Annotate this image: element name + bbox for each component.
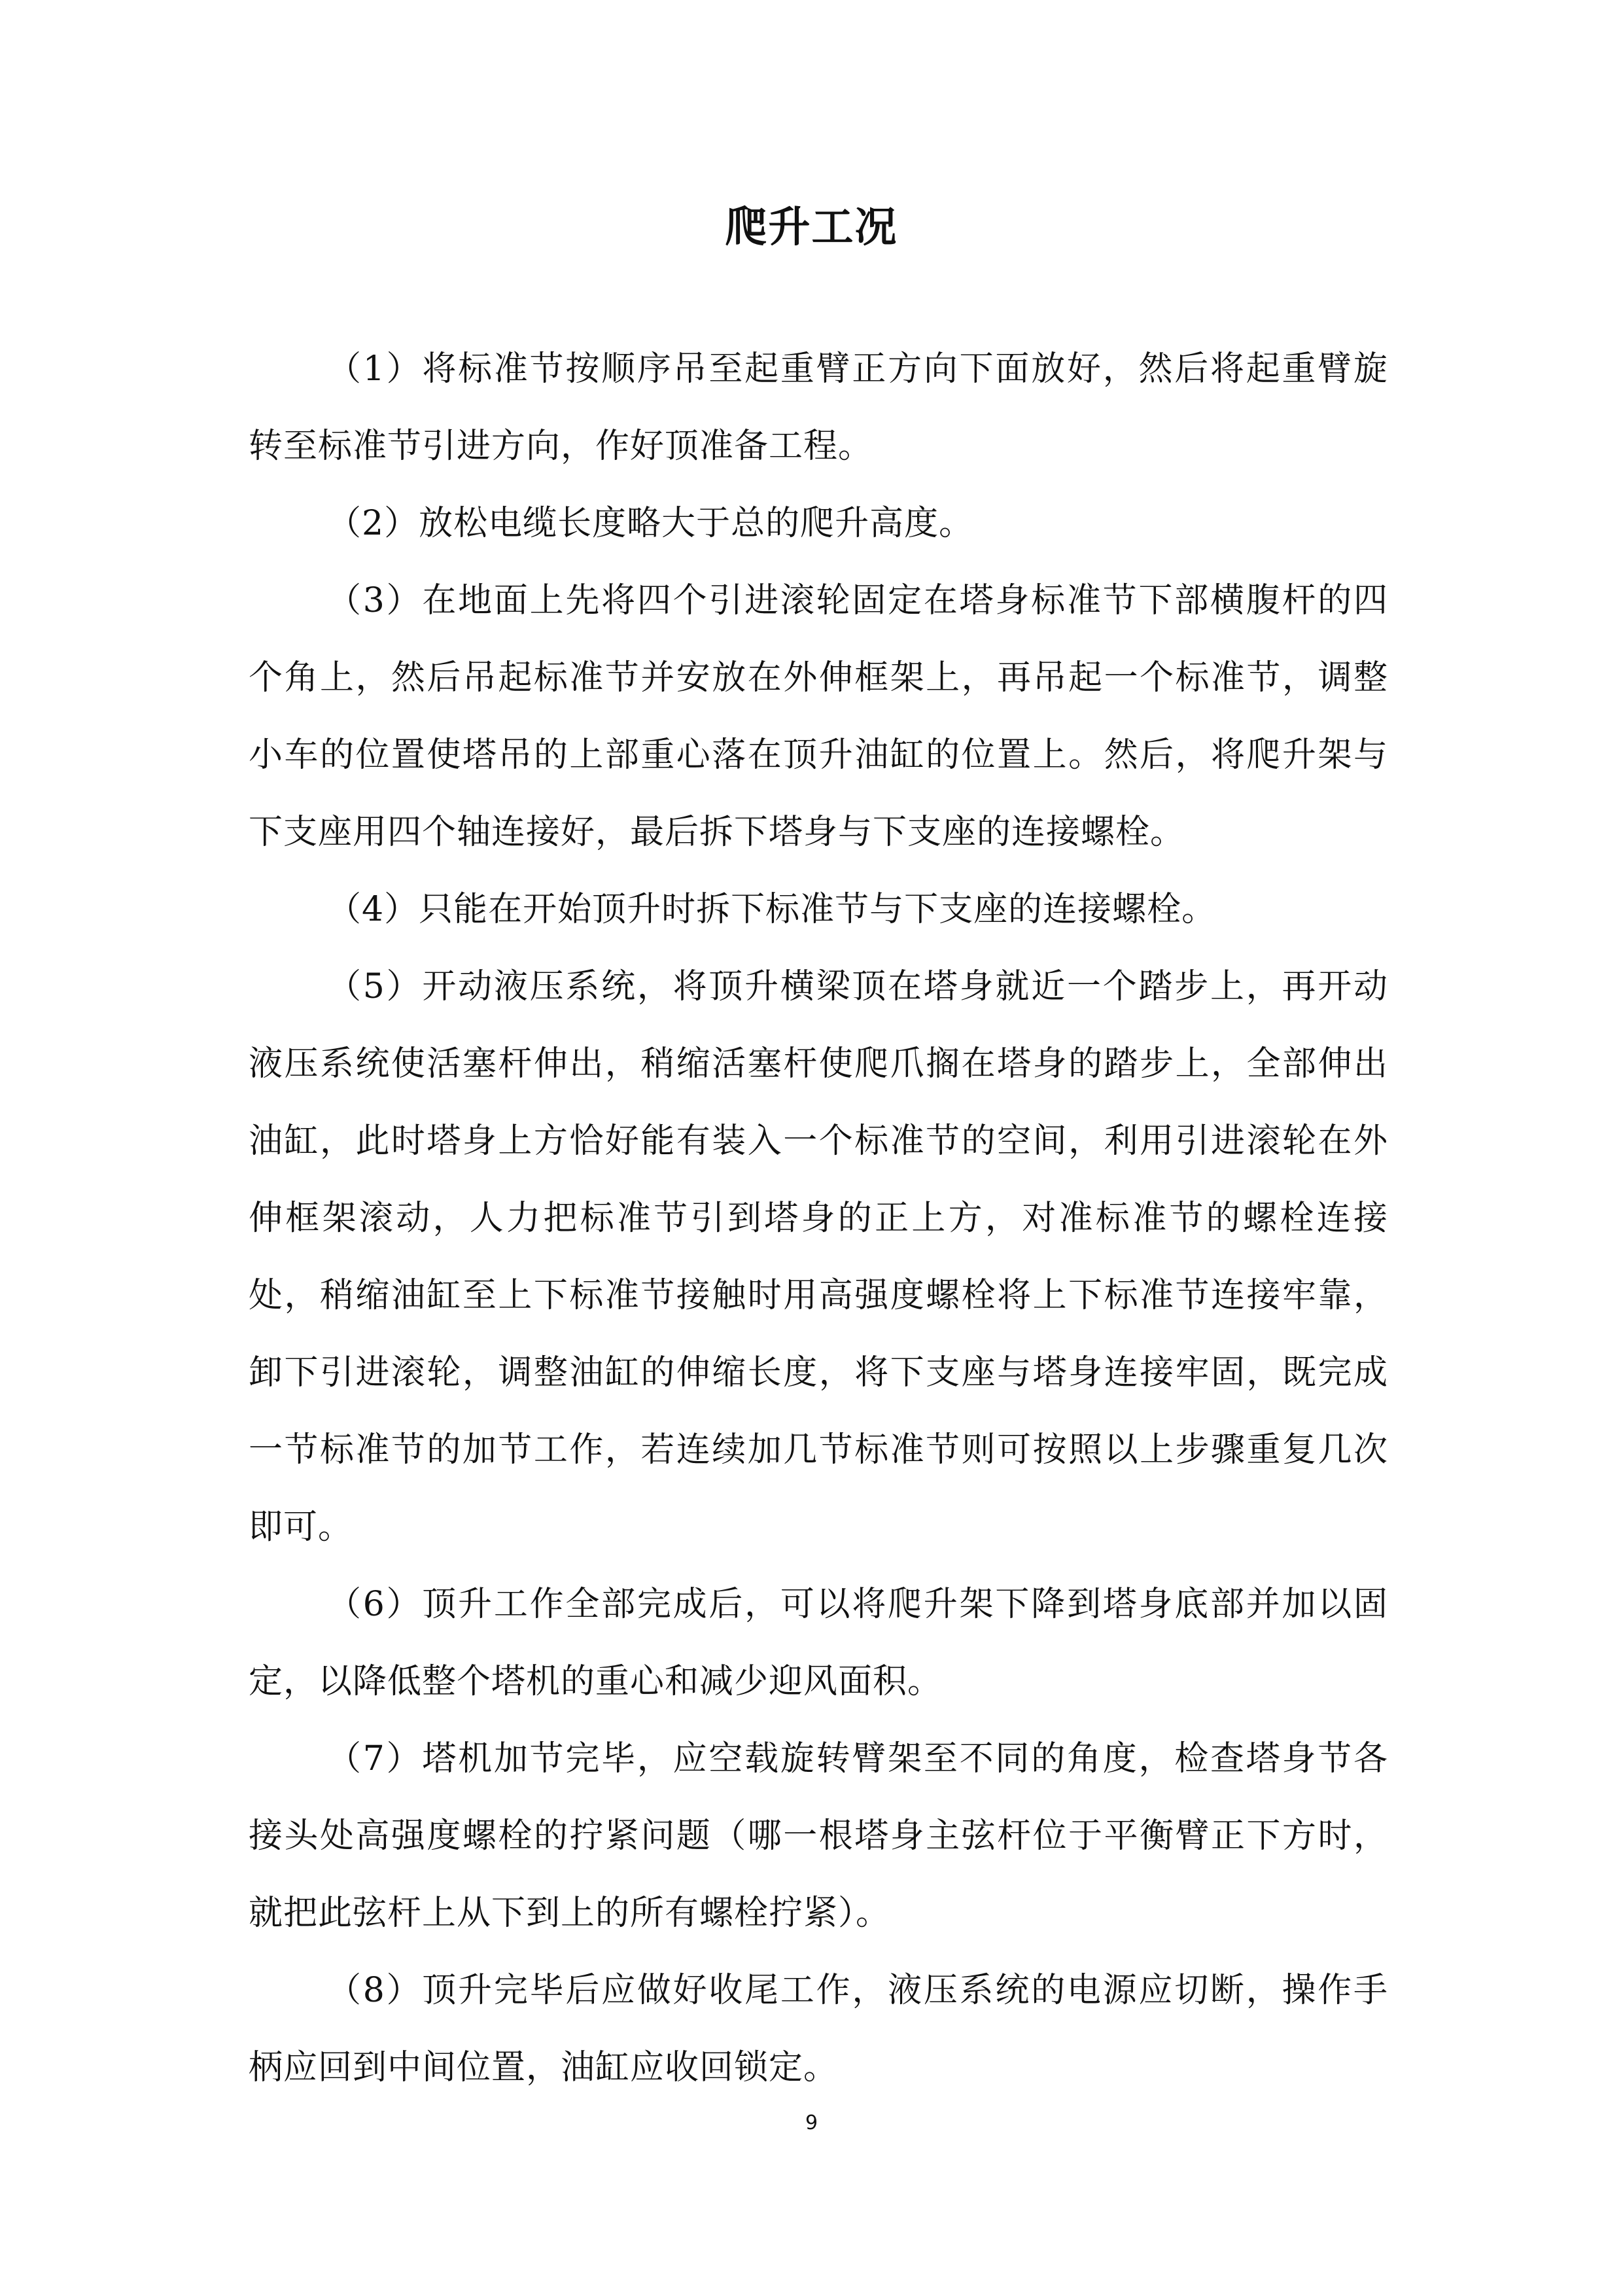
paragraph-4: （4）只能在开始顶升时拆下标准节与下支座的连接螺栓。 (327, 890, 1217, 929)
paragraph-1: （1）将标准节按顺序吊至起重臂正方向下面放好，然后将起重臂旋转至标准节引进方向，作好顶准备工程。 (249, 349, 1388, 466)
page-title: 爬升工况 (725, 203, 898, 252)
paragraph-7: （7）塔机加节完毕，应空载旋转臂架至不同的角度，检查塔身节各接头处高强度螺栓的拧紧问题（哪一根塔身主弦杆位于平衡臂正下方时，就把此弦杆上从下到上的所有螺栓拧紧）。 (249, 1739, 1388, 1933)
body-text (249, 330, 1388, 2106)
page-number: 9 (805, 2111, 818, 2134)
paragraph-3: （3）在地面上先将四个引进滚轮固定在塔身标准节下部横腹杆的四个角上，然后吊起标准节并安放在外伸框架上，再吊起一个标准节，调整小车的位置使塔吊的上部重心落在顶升油缸的位置上。然后，将爬升架与下支座用四个轴连接好，最后拆下塔身与下支座的连接螺栓。 (249, 581, 1388, 852)
paragraph-8: （8）顶升完毕后应做好收尾工作，液压系统的电源应切断，操作手柄应回到中间位置，油缸应收回锁定。 (249, 1971, 1388, 2087)
paragraph-5: （5）开动液压系统，将顶升横梁顶在塔身就近一个踏步上，再开动液压系统使活塞杆伸出，稍缩活塞杆使爬爪搁在塔身的踏步上，全部伸出油缸，此时塔身上方恰好能有装入一个标准节的空间，利用引进滚轮在外伸框架滚动，人力把标准节引到塔身的正上方，对准标准节的螺栓连接处，稍缩油缸至上下标准节接触时用高强度螺栓将上下标准节连接牢靠，卸下引进滚轮，调整油缸的伸缩长度，将下支座与塔身连接牢固，既完成一节标准节的加节工作，若连续加几节标准节则可按照以上步骤重复几次即可。 (249, 967, 1388, 1547)
paragraph-2: （2）放松电缆长度略大于总的爬升高度。 (327, 504, 974, 543)
paragraph-6: （6）顶升工作全部完成后，可以将爬升架下降到塔身底部并加以固定，以降低整个塔机的重心和减少迎风面积。 (249, 1585, 1388, 1701)
